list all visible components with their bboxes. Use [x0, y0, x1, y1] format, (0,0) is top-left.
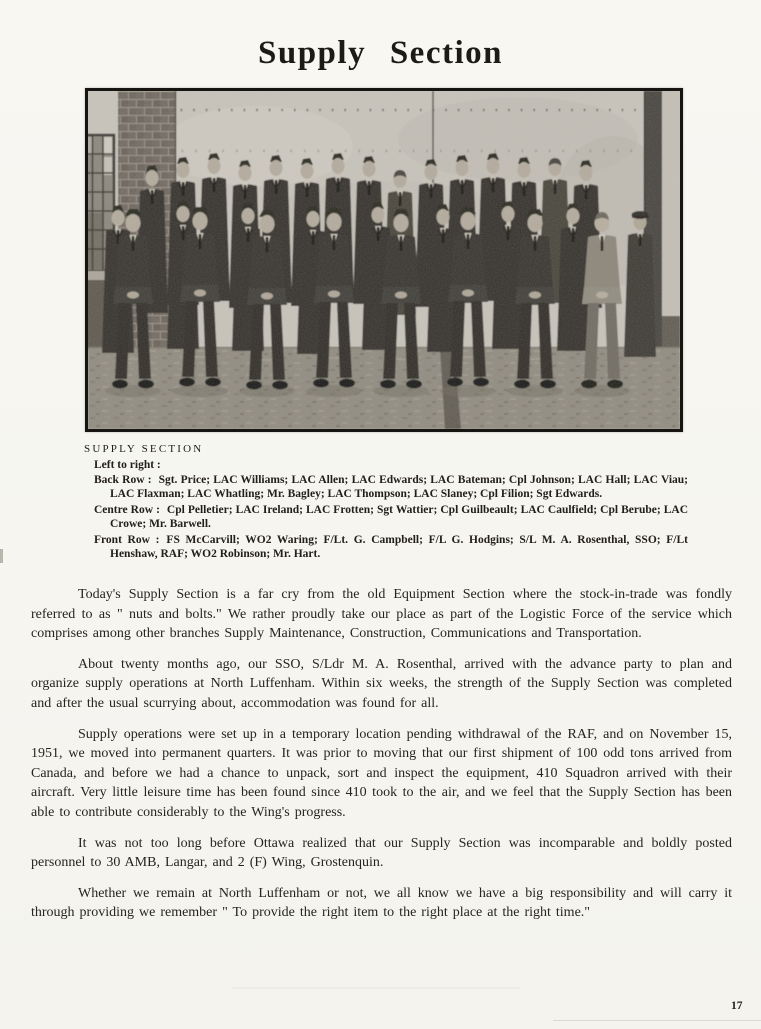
caption-centre-row-label: Centre Row :	[94, 504, 160, 517]
caption-left-to-right: Left to right :	[94, 459, 161, 471]
caption-front-row	[84, 534, 688, 561]
body-paragraph-3: Supply operations were set up in a temporary location pending withdrawal of the RAF, and on November 15, 1951, we moved into permanent quarters. It was prior to moving that our first shipment of 100 odd tons arrived from Canada, and before we had a chance to unpack, sort and inspect the equipment, 410 Squadron arrived with their aircraft. Very little leisure time has been found since 410 took to the air, and we feel that the Supply Section has been able to contribute considerably to the Wing's progress.	[31, 726, 732, 820]
scan-artifact-line	[553, 1020, 761, 1021]
caption-back-row	[84, 474, 688, 501]
body-paragraph-1: Today's Supply Section is a far cry from the old Equipment Section where the stock-in-trade was fondly referred to as " nuts and bolts." We rather proudly take our place as part of the Logistic Force of the service which comprises among other branches Supply Maintenance, Construction, Communications and Transportation.	[31, 587, 732, 642]
caption-front-row-label: Front Row :	[94, 534, 160, 547]
scan-smudge	[232, 987, 520, 989]
group-photo-illustration	[88, 91, 680, 429]
body-paragraph-5: Whether we remain at North Luffenham or not, we all know we have a big responsibility and will carry it through providing we remember " To provide the right item to the right place at the right time."	[31, 885, 732, 921]
caption-heading: SUPPLY SECTION	[84, 443, 204, 455]
caption-front-row-names: FS McCarvill; WO2 Waring; F/Lt. G. Campbell; F/L G. Hodgins; S/L M. A. Rosenthal, SSO; F/Lt Henshaw, RAF; WO2 Robinson; Mr. Hart.	[110, 534, 688, 560]
body-paragraph-4: It was not too long before Ottawa realized that our Supply Section was incomparable and boldly posted personnel to 30 AMB, Langar, and 2 (F) Wing, Grostenquin.	[31, 835, 732, 871]
caption-centre-row	[84, 504, 688, 531]
body-paragraph-2: About twenty months ago, our SSO, S/Ldr M. A. Rosenthal, arrived with the advance party to plan and organize supply operations at North Luffenham. Within six weeks, the strength of the Supply Section was completed and after the usual scurrying about, accommodation was found for all.	[31, 656, 732, 711]
caption-back-row-names: Sgt. Price; LAC Williams; LAC Allen; LAC Edwards; LAC Bateman; Cpl Johnson; LAC Hall; LAC Viau; LAC Flaxman; LAC Whatling; Mr. Bagley; LAC Thompson; LAC Slaney; Cpl Filion; Sgt Edwards.	[110, 474, 688, 500]
page-title: Supply Section	[258, 35, 503, 72]
article-body	[31, 585, 732, 934]
scan-edge-speck	[0, 549, 3, 563]
photo-caption	[84, 443, 688, 565]
caption-centre-row-names: Cpl Pelletier; LAC Ireland; LAC Frotten; Sgt Wattier; Cpl Guilbeault; LAC Caulfield; Cpl Berube; LAC Crowe; Mr. Barwell.	[110, 504, 688, 530]
page-number: 17	[731, 1000, 743, 1012]
caption-back-row-label: Back Row :	[94, 474, 152, 486]
group-photo	[85, 88, 683, 432]
